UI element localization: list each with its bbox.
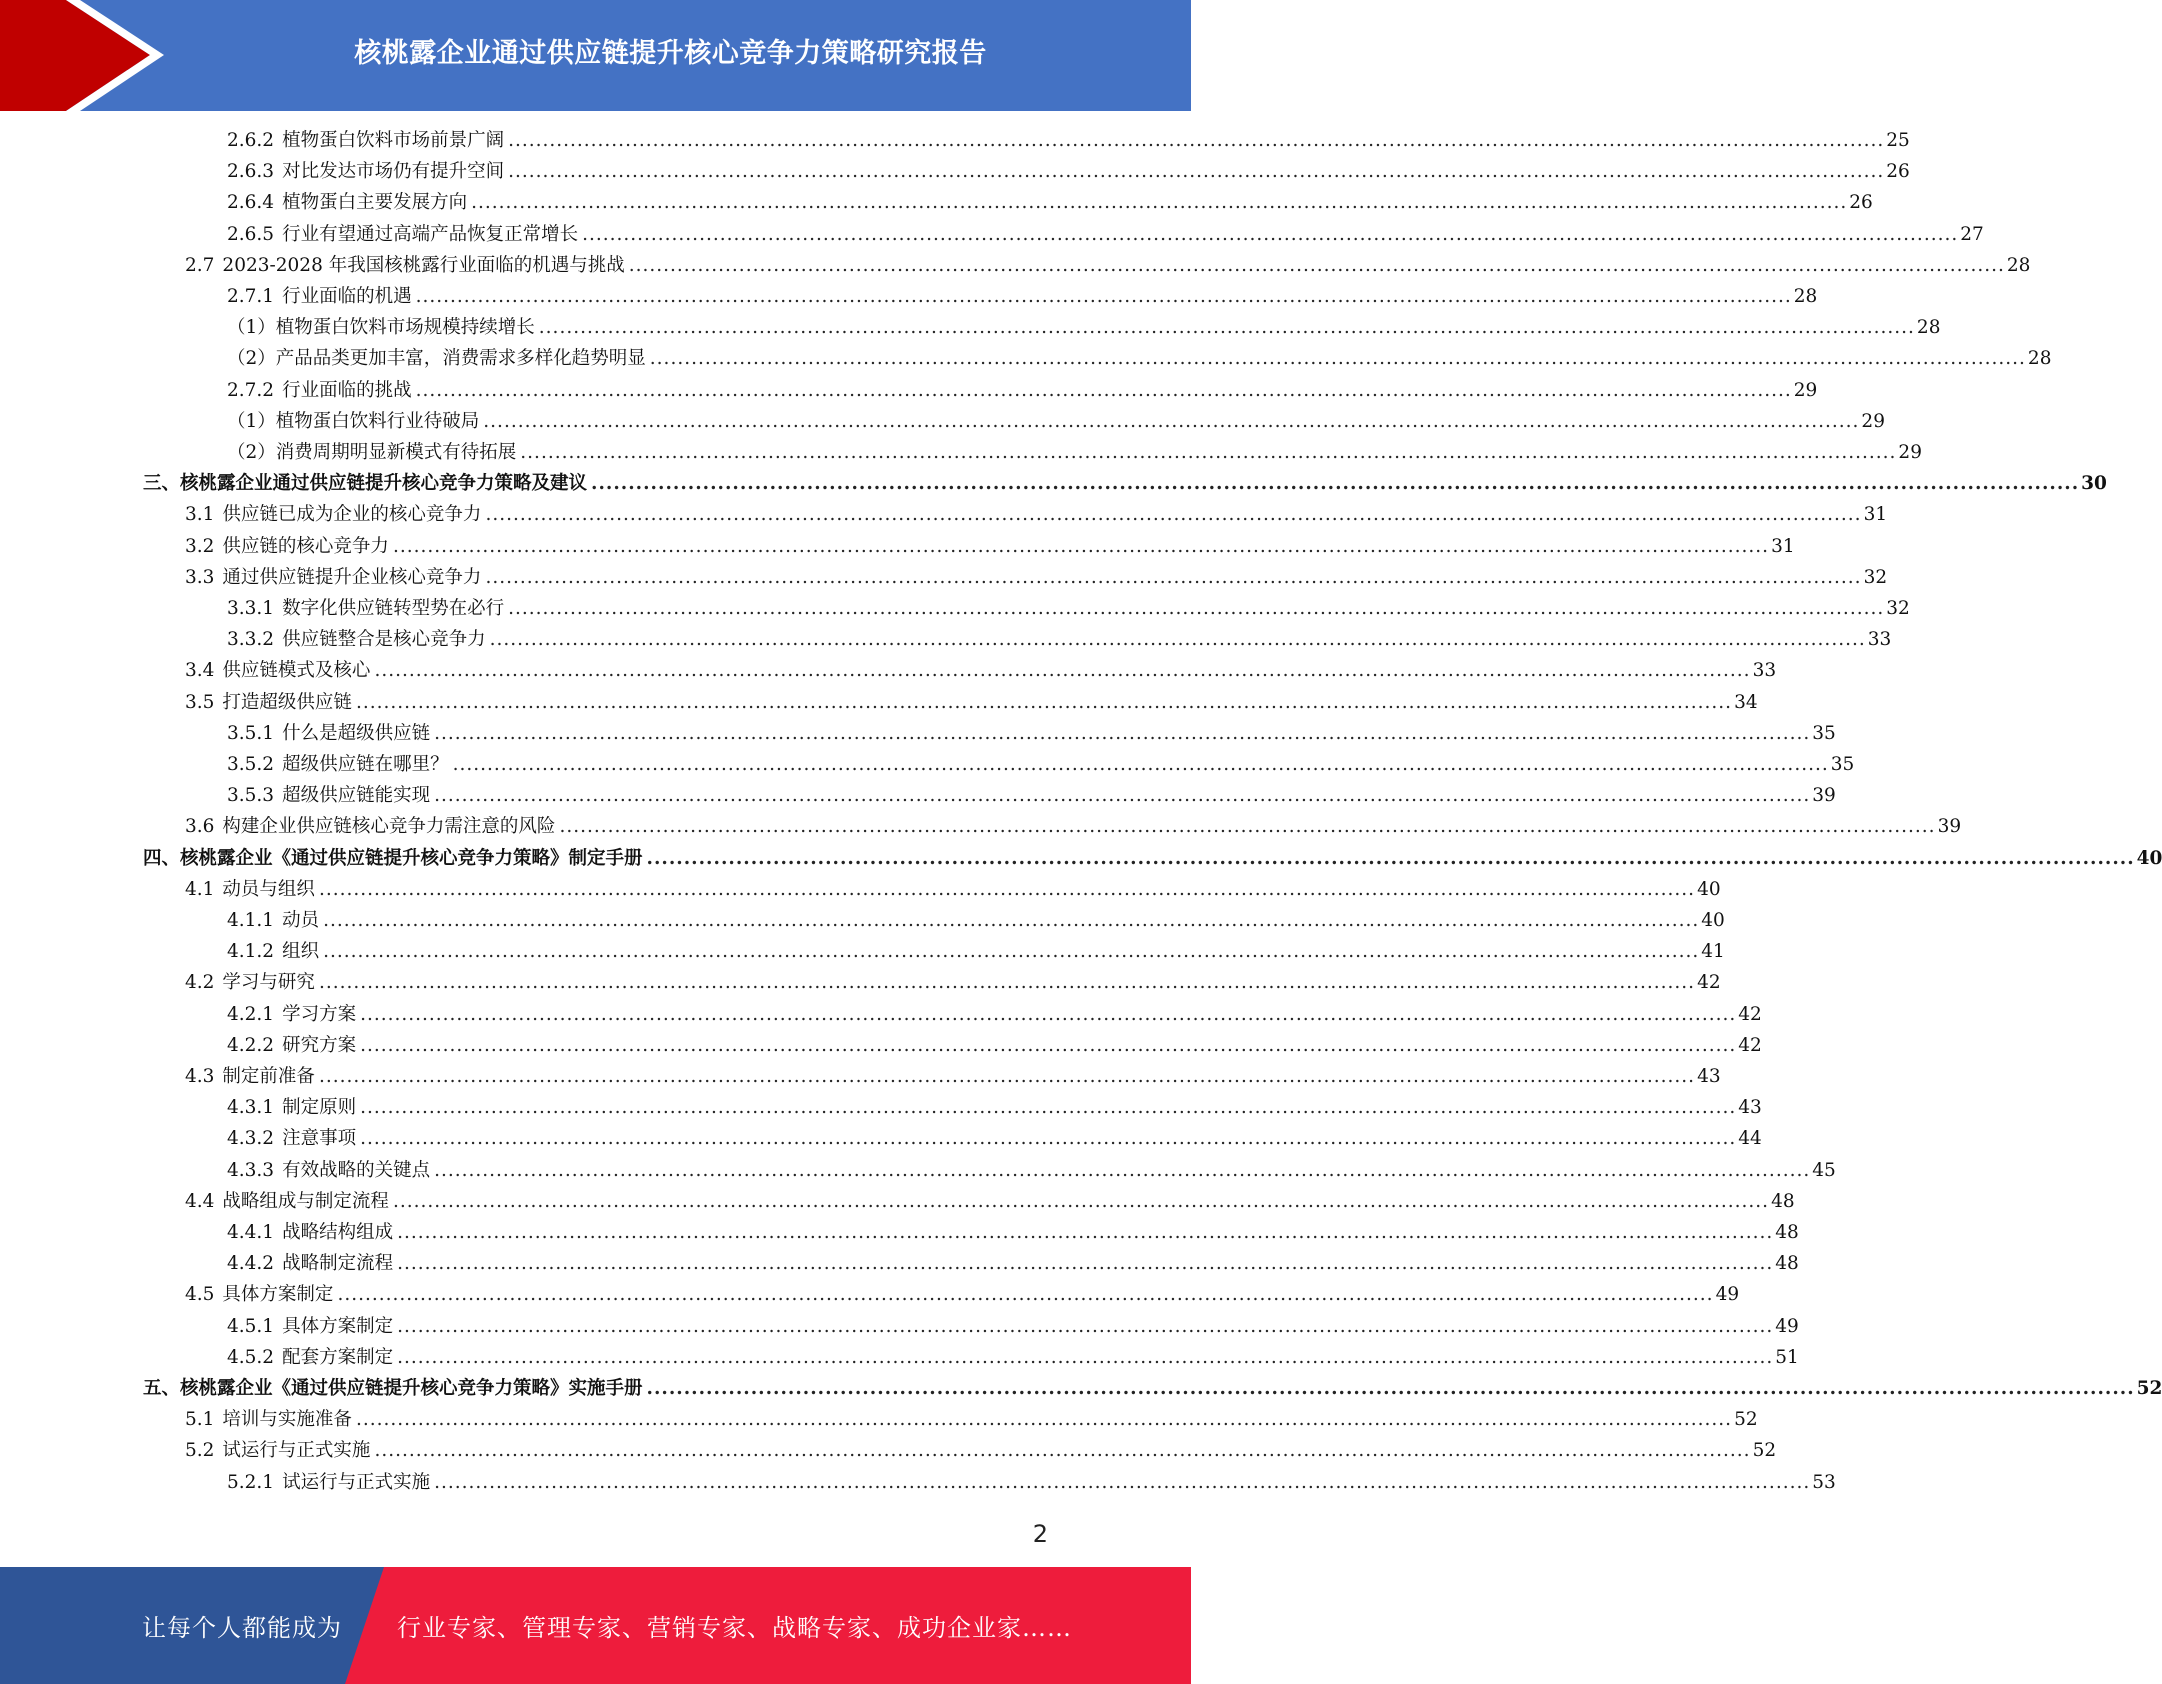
toc-dot-leader: ........................................................................................................................................................................................................ xyxy=(337,1284,1714,1305)
toc-entry-label: 试运行与正式实施 xyxy=(282,1472,431,1493)
toc-dot-leader: ........................................................................................................................................................................................................ xyxy=(471,192,1848,213)
toc-entry-label: 试运行与正式实施 xyxy=(222,1440,371,1461)
toc-entry-page: 26 xyxy=(1886,161,1910,182)
page-footer xyxy=(0,1567,1191,1684)
toc-entry[interactable] xyxy=(185,1188,1795,1216)
toc-entry-label: 通过供应链提升企业核心竞争力 xyxy=(222,567,482,588)
toc-entry[interactable] xyxy=(227,1344,1799,1372)
toc-entry-label: 注意事项 xyxy=(282,1128,357,1149)
toc-entry-number: 4.2.1 xyxy=(227,1004,275,1025)
toc-entry-label: 数字化供应链转型势在必行 xyxy=(282,598,505,619)
toc-dot-leader: ........................................................................................................................................................................................................ xyxy=(434,1160,1811,1181)
toc-entry-number: （2） xyxy=(227,348,276,369)
toc-entry-label: 植物蛋白饮料市场规模持续增长 xyxy=(275,317,535,338)
toc-entry-number: 5.2 xyxy=(185,1440,215,1461)
toc-entry[interactable] xyxy=(227,377,1818,405)
toc-entry[interactable] xyxy=(227,1469,1836,1497)
toc-entry-number: 3.3.2 xyxy=(227,629,275,650)
toc-entry-page: 43 xyxy=(1738,1097,1762,1118)
toc-entry[interactable] xyxy=(227,1250,1799,1278)
toc-entry-page: 33 xyxy=(1867,629,1892,650)
toc-entry-number: 4.1.1 xyxy=(227,910,275,931)
toc-entry-page: 51 xyxy=(1775,1347,1799,1368)
toc-entry-page: 33 xyxy=(1752,660,1777,681)
toc-entry[interactable] xyxy=(227,1125,1762,1153)
toc-entry-page: 44 xyxy=(1738,1128,1762,1149)
toc-entry-number: 4.5.2 xyxy=(227,1347,275,1368)
toc-entry-label: 供应链整合是核心竞争力 xyxy=(282,629,486,650)
toc-entry[interactable] xyxy=(185,689,1758,717)
toc-entry[interactable] xyxy=(227,189,1873,217)
toc-dot-leader: ........................................................................................................................................................................................................ xyxy=(360,1097,1737,1118)
toc-entry-page: 41 xyxy=(1701,941,1725,962)
toc-entry-page: 30 xyxy=(2081,473,2107,494)
toc-entry-label: 供应链已成为企业的核心竞争力 xyxy=(222,504,482,525)
toc-entry-label: 配套方案制定 xyxy=(282,1347,394,1368)
toc-entry[interactable] xyxy=(227,626,1892,654)
toc-entry-number: 2.6.5 xyxy=(227,224,275,245)
toc-dot-leader: ........................................................................................................................................................................................................ xyxy=(318,972,1696,993)
toc-entry-page: 26 xyxy=(1849,192,1873,213)
toc-entry[interactable] xyxy=(185,564,1888,592)
toc-entry[interactable] xyxy=(185,657,1777,685)
toc-entry[interactable] xyxy=(227,1313,1799,1341)
page-header xyxy=(0,0,1191,111)
toc-entry-number: 2.7.1 xyxy=(227,286,275,307)
toc-entry-label: 2023-2028 年我国核桃露行业面临的机遇与挑战 xyxy=(222,255,625,276)
toc-entry-label: 学习与研究 xyxy=(222,972,315,993)
toc-dot-leader: ........................................................................................................................................................................................................ xyxy=(520,442,1897,463)
toc-entry[interactable] xyxy=(227,283,1818,311)
toc-entry-number: 3.4 xyxy=(185,660,215,681)
toc-dot-leader: ........................................................................................................................................................................................................ xyxy=(397,1347,1774,1368)
toc-entry[interactable] xyxy=(227,1219,1799,1247)
toc-entry[interactable] xyxy=(185,1437,1777,1465)
toc-dot-leader: ........................................................................................................................................................................................................ xyxy=(397,1316,1774,1337)
toc-entry-page: 40 xyxy=(1701,910,1725,931)
toc-entry-number: 4.5.1 xyxy=(227,1316,275,1337)
toc-dot-leader: ........................................................................................................................................................................................................ xyxy=(646,848,2135,869)
toc-entry-number: 4.3 xyxy=(185,1066,215,1087)
toc-entry-number: 2.7.2 xyxy=(227,380,275,401)
toc-entry[interactable] xyxy=(227,1032,1762,1060)
toc-entry-page: 42 xyxy=(1697,972,1721,993)
toc-entry-label: 产品品类更加丰富，消费需求多样化趋势明显 xyxy=(275,348,646,369)
toc-entry-page: 27 xyxy=(1960,224,1984,245)
toc-entry-page: 29 xyxy=(1793,380,1818,401)
toc-entry-page: 40 xyxy=(2136,848,2162,869)
toc-dot-leader: ........................................................................................................................................................................................................ xyxy=(355,1409,1733,1430)
toc-entry-label: 超级供应链能实现 xyxy=(282,785,431,806)
toc-entry-number: 2.6.3 xyxy=(227,161,275,182)
toc-entry-page: 31 xyxy=(1863,504,1888,525)
toc-dot-leader: ........................................................................................................................................................................................................ xyxy=(360,1035,1737,1056)
toc-entry-label: 动员 xyxy=(282,910,320,931)
toc-entry-number: 4.4.2 xyxy=(227,1253,275,1274)
toc-entry-label: 有效战略的关键点 xyxy=(282,1160,431,1181)
toc-entry-label: 打造超级供应链 xyxy=(222,692,352,713)
toc-entry-page: 28 xyxy=(2027,348,2052,369)
toc-entry[interactable] xyxy=(143,1375,2162,1403)
toc-entry-number: 3.6 xyxy=(185,816,215,837)
toc-dot-leader: ........................................................................................................................................................................................................ xyxy=(559,816,1936,837)
toc-dot-leader: ........................................................................................................................................................................................................ xyxy=(649,348,2026,369)
toc-dot-leader: ........................................................................................................................................................................................................ xyxy=(323,941,1700,962)
toc-entry-label: 培训与实施准备 xyxy=(222,1409,352,1430)
toc-entry-label: 什么是超级供应链 xyxy=(282,723,431,744)
toc-entry-page: 29 xyxy=(1861,411,1885,432)
toc-entry-label: 组织 xyxy=(282,941,320,962)
toc-entry-page: 35 xyxy=(1812,723,1836,744)
toc-entry-label: 制定原则 xyxy=(282,1097,357,1118)
toc-entry-number: （2） xyxy=(227,442,276,463)
toc-entry-page: 48 xyxy=(1771,1191,1795,1212)
toc-dot-leader: ........................................................................................................................................................................................................ xyxy=(538,317,1915,338)
toc-entry-label: 超级供应链在哪里？ xyxy=(282,754,449,775)
toc-entry-number: 五、 xyxy=(143,1378,181,1399)
toc-entry-page: 28 xyxy=(1916,317,1941,338)
toc-entry-number: 4.2 xyxy=(185,972,215,993)
toc-entry-number: 4.2.2 xyxy=(227,1035,275,1056)
toc-dot-leader: ........................................................................................................................................................................................................ xyxy=(360,1128,1737,1149)
toc-entry[interactable] xyxy=(227,439,1922,467)
toc-entry-page: 53 xyxy=(1812,1472,1836,1493)
toc-dot-leader: ........................................................................................................................................................................................................ xyxy=(392,536,1770,557)
toc-entry-page: 35 xyxy=(1830,754,1855,775)
toc-entry-number: 4.1.2 xyxy=(227,941,275,962)
toc-entry-number: 4.3.1 xyxy=(227,1097,275,1118)
toc-dot-leader: ........................................................................................................................................................................................................ xyxy=(360,1004,1737,1025)
toc-entry[interactable] xyxy=(227,221,1984,249)
toc-entry-page: 45 xyxy=(1812,1160,1836,1181)
toc-entry-number: 4.3.3 xyxy=(227,1160,275,1181)
footer-slogan-left: 让每个人都能成为 xyxy=(142,1614,342,1642)
toc-dot-leader: ........................................................................................................................................................................................................ xyxy=(485,504,1862,525)
toc-entry-number: 2.7 xyxy=(185,255,215,276)
toc-entry-label: 研究方案 xyxy=(282,1035,357,1056)
toc-entry[interactable] xyxy=(227,751,1855,779)
toc-entry-number: 3.3.1 xyxy=(227,598,275,619)
toc-entry-page: 28 xyxy=(1793,286,1818,307)
toc-entry-label: 行业面临的挑战 xyxy=(282,380,412,401)
toc-entry[interactable] xyxy=(185,1063,1721,1091)
toc-entry[interactable] xyxy=(185,501,1888,529)
toc-entry[interactable] xyxy=(227,782,1836,810)
toc-entry-number: 4.4.1 xyxy=(227,1222,275,1243)
toc-dot-leader: ........................................................................................................................................................................................................ xyxy=(508,130,1885,151)
toc-entry-page: 48 xyxy=(1775,1253,1799,1274)
toc-entry-number: 5.1 xyxy=(185,1409,215,1430)
toc-entry-number: 3.3 xyxy=(185,567,215,588)
toc-entry-page: 39 xyxy=(1812,785,1836,806)
toc-entry-number: 4.1 xyxy=(185,879,215,900)
toc-entry-page: 42 xyxy=(1738,1004,1762,1025)
toc-entry[interactable] xyxy=(143,845,2162,873)
toc-entry-label: 具体方案制定 xyxy=(282,1316,394,1337)
toc-entry-page: 32 xyxy=(1886,598,1910,619)
toc-entry-number: 4.5 xyxy=(185,1284,215,1305)
toc-dot-leader: ........................................................................................................................................................................................................ xyxy=(434,723,1811,744)
toc-entry-page: 29 xyxy=(1898,442,1922,463)
toc-entry[interactable] xyxy=(227,127,1910,155)
toc-entry-page: 52 xyxy=(1734,1409,1758,1430)
toc-entry-number: 3.5.1 xyxy=(227,723,275,744)
toc-entry-label: 制定前准备 xyxy=(222,1066,315,1087)
toc-entry[interactable] xyxy=(185,533,1795,561)
toc-entry-page: 25 xyxy=(1886,130,1910,151)
toc-dot-leader: ........................................................................................................................................................................................................ xyxy=(323,910,1700,931)
toc-entry[interactable] xyxy=(227,1001,1762,1029)
toc-entry-label: 植物蛋白主要发展方向 xyxy=(282,192,468,213)
toc-entry[interactable] xyxy=(227,408,1885,436)
toc-entry-label: 核桃露企业《通过供应链提升核心竞争力策略》制定手册 xyxy=(180,848,643,869)
toc-entry-page: 42 xyxy=(1738,1035,1762,1056)
toc-dot-leader: ........................................................................................................................................................................................................ xyxy=(318,1066,1696,1087)
toc-entry[interactable] xyxy=(185,969,1721,997)
toc-dot-leader: ........................................................................................................................................................................................................ xyxy=(483,411,1860,432)
toc-dot-leader: ........................................................................................................................................................................................................ xyxy=(434,785,1811,806)
toc-entry[interactable] xyxy=(227,938,1725,966)
toc-dot-leader: ........................................................................................................................................................................................................ xyxy=(628,255,2005,276)
toc-entry-page: 52 xyxy=(1752,1440,1777,1461)
toc-entry-page: 43 xyxy=(1697,1066,1721,1087)
toc-entry-number: （1） xyxy=(227,317,276,338)
toc-dot-leader: ........................................................................................................................................................................................................ xyxy=(582,224,1959,245)
toc-entry[interactable] xyxy=(227,1094,1762,1122)
toc-entry-label: 植物蛋白饮料行业待破局 xyxy=(275,411,480,432)
toc-entry-label: 行业面临的机遇 xyxy=(282,286,412,307)
toc-dot-leader: ........................................................................................................................................................................................................ xyxy=(485,567,1862,588)
toc-entry-label: 植物蛋白饮料市场前景广阔 xyxy=(282,130,505,151)
toc-entry-page: 49 xyxy=(1715,1284,1740,1305)
toc-entry-number: 2.6.4 xyxy=(227,192,275,213)
toc-dot-leader: ........................................................................................................................................................................................................ xyxy=(591,473,2080,494)
toc-entry-page: 32 xyxy=(1863,567,1888,588)
toc-dot-leader: ........................................................................................................................................................................................................ xyxy=(434,1472,1811,1493)
toc-entry-number: 3.5.2 xyxy=(227,754,275,775)
toc-entry[interactable] xyxy=(185,1406,1758,1434)
toc-entry-number: 4.3.2 xyxy=(227,1128,275,1149)
toc-entry[interactable] xyxy=(185,876,1721,904)
toc-entry-label: 核桃露企业通过供应链提升核心竞争力策略及建议 xyxy=(180,473,588,494)
toc-entry-number: 3.5.3 xyxy=(227,785,275,806)
toc-dot-leader: ........................................................................................................................................................................................................ xyxy=(452,754,1829,775)
page-number: 2 xyxy=(1032,1520,1048,1548)
toc-entry-page: 52 xyxy=(2136,1378,2162,1399)
toc-entry-label: 供应链模式及核心 xyxy=(222,660,371,681)
toc-dot-leader: ........................................................................................................................................................................................................ xyxy=(318,879,1696,900)
toc-entry-number: 3.1 xyxy=(185,504,215,525)
toc-entry-label: 消费周期明显新模式有待拓展 xyxy=(275,442,517,463)
toc-entry[interactable] xyxy=(227,158,1910,186)
toc-entry-page: 49 xyxy=(1775,1316,1799,1337)
toc-entry[interactable] xyxy=(185,1281,1740,1309)
toc-dot-leader: ........................................................................................................................................................................................................ xyxy=(415,380,1792,401)
toc-entry-label: 战略结构组成 xyxy=(282,1222,394,1243)
toc-entry-label: 构建企业供应链核心竞争力需注意的风险 xyxy=(222,816,556,837)
toc-entry-label: 供应链的核心竞争力 xyxy=(222,536,389,557)
toc-dot-leader: ........................................................................................................................................................................................................ xyxy=(392,1191,1770,1212)
toc-entry-page: 40 xyxy=(1697,879,1721,900)
toc-entry-number: （1） xyxy=(227,411,276,432)
toc-dot-leader: ........................................................................................................................................................................................................ xyxy=(508,598,1885,619)
toc-entry-number: 2.6.2 xyxy=(227,130,275,151)
toc-entry-number: 3.2 xyxy=(185,536,215,557)
toc-dot-leader: ........................................................................................................................................................................................................ xyxy=(397,1253,1774,1274)
toc-entry[interactable] xyxy=(227,314,1941,342)
footer-slogan-right: 行业专家、管理专家、营销专家、战略专家、成功企业家…… xyxy=(397,1614,1072,1642)
toc-dot-leader: ........................................................................................................................................................................................................ xyxy=(508,161,1885,182)
toc-entry[interactable] xyxy=(185,813,1962,841)
toc-entry[interactable] xyxy=(185,252,2031,280)
toc-entry-number: 三、 xyxy=(143,473,181,494)
toc-dot-leader: ........................................................................................................................................................................................................ xyxy=(374,660,1751,681)
toc-dot-leader: ........................................................................................................................................................................................................ xyxy=(397,1222,1774,1243)
toc-entry-page: 31 xyxy=(1771,536,1795,557)
toc-entry-number: 5.2.1 xyxy=(227,1472,275,1493)
toc-entry-label: 行业有望通过高端产品恢复正常增长 xyxy=(282,224,579,245)
toc-entry[interactable] xyxy=(143,470,2107,498)
toc-dot-leader: ........................................................................................................................................................................................................ xyxy=(646,1378,2135,1399)
toc-entry-number: 四、 xyxy=(143,848,181,869)
toc-entry[interactable] xyxy=(227,720,1836,748)
toc-dot-leader: ........................................................................................................................................................................................................ xyxy=(355,692,1733,713)
toc-dot-leader: ........................................................................................................................................................................................................ xyxy=(374,1440,1751,1461)
toc-entry-label: 战略制定流程 xyxy=(282,1253,394,1274)
toc-entry-label: 战略组成与制定流程 xyxy=(222,1191,389,1212)
toc-entry-number: 3.5 xyxy=(185,692,215,713)
toc-entry-label: 对比发达市场仍有提升空间 xyxy=(282,161,505,182)
toc-entry-page: 48 xyxy=(1775,1222,1799,1243)
toc-entry[interactable] xyxy=(227,345,2052,373)
toc-entry-number: 4.4 xyxy=(185,1191,215,1212)
toc-entry-label: 具体方案制定 xyxy=(222,1284,334,1305)
toc-entry-label: 核桃露企业《通过供应链提升核心竞争力策略》实施手册 xyxy=(180,1378,643,1399)
toc-entry-page: 39 xyxy=(1937,816,1962,837)
toc-entry-page: 28 xyxy=(2006,255,2031,276)
toc-entry-label: 动员与组织 xyxy=(222,879,315,900)
toc-entry-page: 34 xyxy=(1734,692,1758,713)
toc-entry[interactable] xyxy=(227,907,1725,935)
toc-dot-leader: ........................................................................................................................................................................................................ xyxy=(489,629,1866,650)
document-title: 核桃露企业通过供应链提升核心竞争力策略研究报告 xyxy=(354,37,987,69)
toc-entry[interactable] xyxy=(227,1157,1836,1185)
toc-dot-leader: ........................................................................................................................................................................................................ xyxy=(415,286,1792,307)
toc-entry[interactable] xyxy=(227,595,1910,623)
toc-entry-label: 学习方案 xyxy=(282,1004,357,1025)
